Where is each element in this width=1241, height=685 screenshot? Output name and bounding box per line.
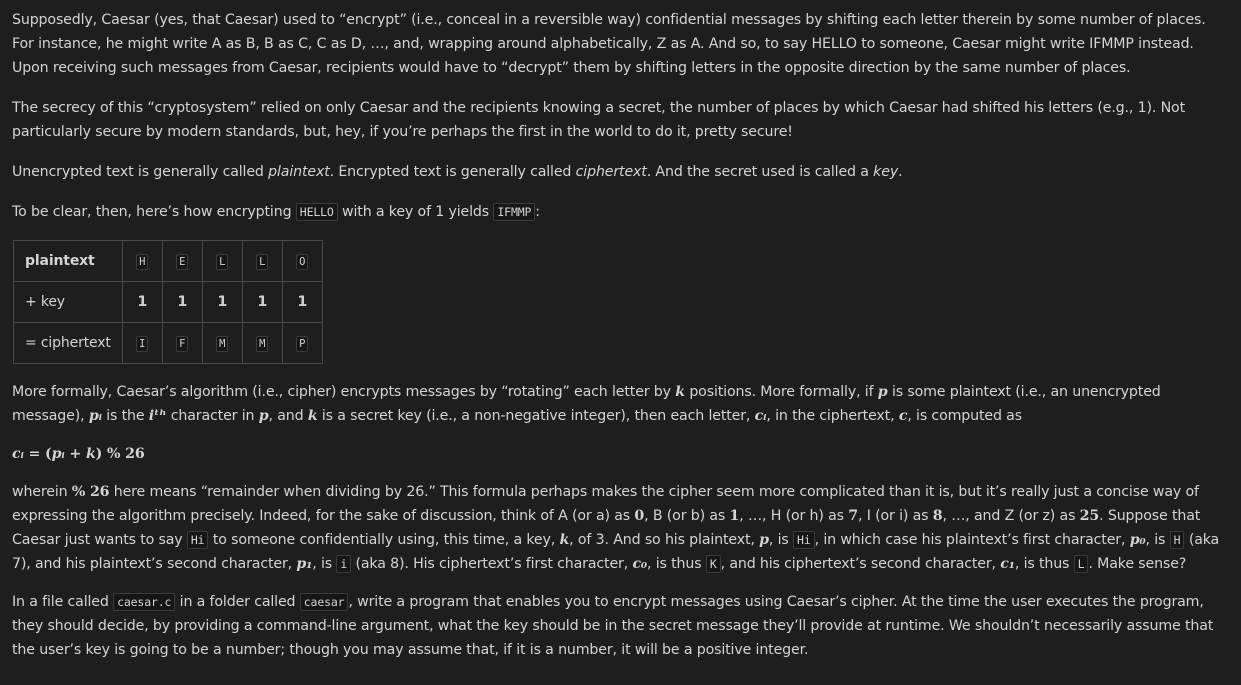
- math-c: c: [898, 408, 908, 424]
- code-letter: L: [256, 254, 268, 270]
- math-c-1: c₁: [1000, 556, 1015, 572]
- math-number: 7: [848, 508, 859, 524]
- math-p-i: pᵢ: [88, 408, 102, 424]
- text: , is: [312, 556, 337, 572]
- text: is the: [101, 408, 149, 424]
- text: .: [898, 164, 903, 180]
- text: , in the ciphertext,: [766, 408, 899, 424]
- terms-paragraph: [12, 160, 1229, 184]
- text: , B (or b) as: [644, 508, 730, 524]
- text: wherein: [12, 484, 72, 500]
- row-header-ciphertext: = ciphertext: [14, 323, 123, 364]
- text: To be clear, then, here’s how encrypting: [12, 204, 296, 220]
- text: . And the secret used is called a: [646, 164, 874, 180]
- text: is a secret key (i.e., a non-negative integer), then each letter,: [317, 408, 755, 424]
- math-number: 25: [1079, 508, 1100, 524]
- text: . Make sense?: [1088, 556, 1187, 572]
- table-cell: [162, 241, 202, 282]
- table-cell: 1: [122, 282, 162, 323]
- math-mod: % 26: [71, 484, 110, 500]
- math-number: 0: [634, 508, 645, 524]
- code-letter: F: [176, 336, 188, 352]
- math-c-i: cᵢ: [12, 446, 24, 462]
- code-letter: I: [136, 336, 148, 352]
- text: , and his ciphertext’s second character,: [720, 556, 1001, 572]
- table-cell: [242, 241, 282, 282]
- code-letter: O: [296, 254, 308, 270]
- table-cell: 1: [202, 282, 242, 323]
- text: , write a program that enables you to encrypt messages using Caesar’s cipher. At the time the user executes the program, they should decide, by providing a command-line argument, what the key should be in the secret message they’ll provide at runtime. We shouldn’t necessarily assume that the user’s key is going to be a number; though you may assume that, if it is a number, it will be a positive integer.: [12, 594, 1214, 658]
- text: , of 3. And so his plaintext,: [569, 532, 760, 548]
- math-p-0: p₀: [1129, 532, 1146, 548]
- table-cell: 1: [282, 282, 322, 323]
- code-letter: L: [1074, 555, 1089, 573]
- math-i-th: iᵗʰ: [148, 408, 167, 424]
- code-letter: H: [136, 254, 148, 270]
- math-p: p: [759, 532, 769, 548]
- table-cell: [122, 323, 162, 364]
- code-letter: i: [336, 555, 351, 573]
- term-plaintext: plaintext: [268, 164, 330, 180]
- math-number: 1: [729, 508, 740, 524]
- text: , and: [268, 408, 308, 424]
- code-hello: HELLO: [296, 203, 338, 221]
- code-hi: Hi: [187, 531, 209, 549]
- code-letter: L: [216, 254, 228, 270]
- text: in a folder called: [175, 594, 300, 610]
- cipher-table: [13, 240, 323, 364]
- text: . Encrypted text is generally called: [329, 164, 576, 180]
- math-number: 8: [932, 508, 943, 524]
- table-cell: [282, 241, 322, 282]
- table-cell: [282, 323, 322, 364]
- text: , in which case his plaintext’s first character,: [814, 532, 1130, 548]
- math-k: k: [559, 532, 570, 548]
- term-key: key: [873, 164, 899, 180]
- term-ciphertext: ciphertext: [575, 164, 647, 180]
- math-k: k: [307, 408, 318, 424]
- math-op: = (: [23, 446, 52, 462]
- table-row: [14, 241, 323, 282]
- table-cell: 1: [162, 282, 202, 323]
- math-c-i: cᵢ: [754, 408, 767, 424]
- text: , is computed as: [907, 408, 1022, 424]
- code-letter: P: [296, 336, 308, 352]
- table-cell: 1: [242, 282, 282, 323]
- math-op: ) % 26: [95, 446, 145, 462]
- text: , is: [768, 532, 794, 548]
- text: More formally, Caesar’s algorithm (i.e., cipher) encrypts messages by “rotating” each letter by: [12, 384, 676, 400]
- table-cell: [162, 323, 202, 364]
- text: In a file called: [12, 594, 114, 610]
- text: Unencrypted text is generally called: [12, 164, 269, 180]
- math-p: p: [258, 408, 269, 424]
- intro-paragraph: Supposedly, Caesar (yes, that Caesar) used to “encrypt” (i.e., conceal in a reversible way) confidential messages by shifting each letter therein by some number of places. For instance, he might write A as B, B as C, C as D, …, and, wrapping around alphabetically, Z as A. And so, to say HELLO to someone, Caesar might write IFMMP instead. Upon receiving such messages from Caesar, recipients would have to “decrypt” them by shifting letters in the opposite direction by the same number of places.: [12, 12, 1206, 76]
- table-row: [14, 282, 323, 323]
- text: character in: [166, 408, 259, 424]
- explanation-paragraph: [12, 480, 1229, 576]
- text: , I (or i) as: [858, 508, 933, 524]
- table-cell: [122, 241, 162, 282]
- table-row: [14, 323, 323, 364]
- formal-definition-paragraph: [12, 380, 1229, 428]
- text: (aka 7), and his plaintext’s second character,: [12, 532, 1220, 572]
- text: (aka 8). His ciphertext’s first character,: [351, 556, 633, 572]
- text: , is: [1145, 532, 1170, 548]
- row-header-key: + key: [14, 282, 123, 323]
- code-folder: caesar: [300, 593, 349, 611]
- code-letter: H: [1170, 531, 1185, 549]
- text: :: [535, 204, 540, 220]
- code-letter: K: [706, 555, 721, 573]
- math-c-0: c₀: [632, 556, 647, 572]
- row-header-plaintext: plaintext: [14, 241, 123, 282]
- table-cell: [202, 241, 242, 282]
- code-letter: E: [176, 254, 188, 270]
- task-paragraph: [12, 590, 1229, 662]
- text: . Suppose that Caesar just wants to say: [12, 508, 1201, 548]
- text: with a key of 1 yields: [337, 204, 494, 220]
- code-ifmmp: IFMMP: [493, 203, 535, 221]
- cipher-formula: [12, 442, 1229, 466]
- text: to someone confidentially using, this time, a key,: [208, 532, 560, 548]
- code-letter: M: [216, 336, 228, 352]
- code-hi: Hi: [793, 531, 815, 549]
- example-intro-paragraph: [12, 200, 1229, 224]
- text: is some plaintext (i.e., an unencrypted message),: [12, 384, 1161, 424]
- text: positions. More formally, if: [684, 384, 878, 400]
- secrecy-paragraph: The secrecy of this “cryptosystem” relied on only Caesar and the recipients knowing a secret, the number of places by which Caesar had shifted his letters (e.g., 1). Not particularly secure by modern standards, but, hey, if you’re perhaps the first in the world to do it, pretty secure!: [12, 100, 1185, 140]
- code-letter: M: [256, 336, 268, 352]
- text: , …, H (or h) as: [739, 508, 849, 524]
- math-k: k: [85, 446, 96, 462]
- text: , …, and Z (or z) as: [942, 508, 1080, 524]
- text: here means “remainder when dividing by 26.” This formula perhaps makes the cipher seem more complicated than it is, but it’s really just a concise way of expressing the algorithm precisely. Indeed, for the sake of discussion, think of A (or a) as: [12, 484, 1199, 524]
- code-filename: caesar.c: [113, 593, 175, 611]
- math-op: +: [64, 446, 86, 462]
- math-k: k: [675, 384, 685, 400]
- math-p: p: [877, 384, 888, 400]
- text: , is thus: [647, 556, 706, 572]
- table-cell: [242, 323, 282, 364]
- text: , is thus: [1014, 556, 1074, 572]
- math-p-i: pᵢ: [51, 446, 65, 462]
- table-cell: [202, 323, 242, 364]
- math-p-1: p₁: [296, 556, 313, 572]
